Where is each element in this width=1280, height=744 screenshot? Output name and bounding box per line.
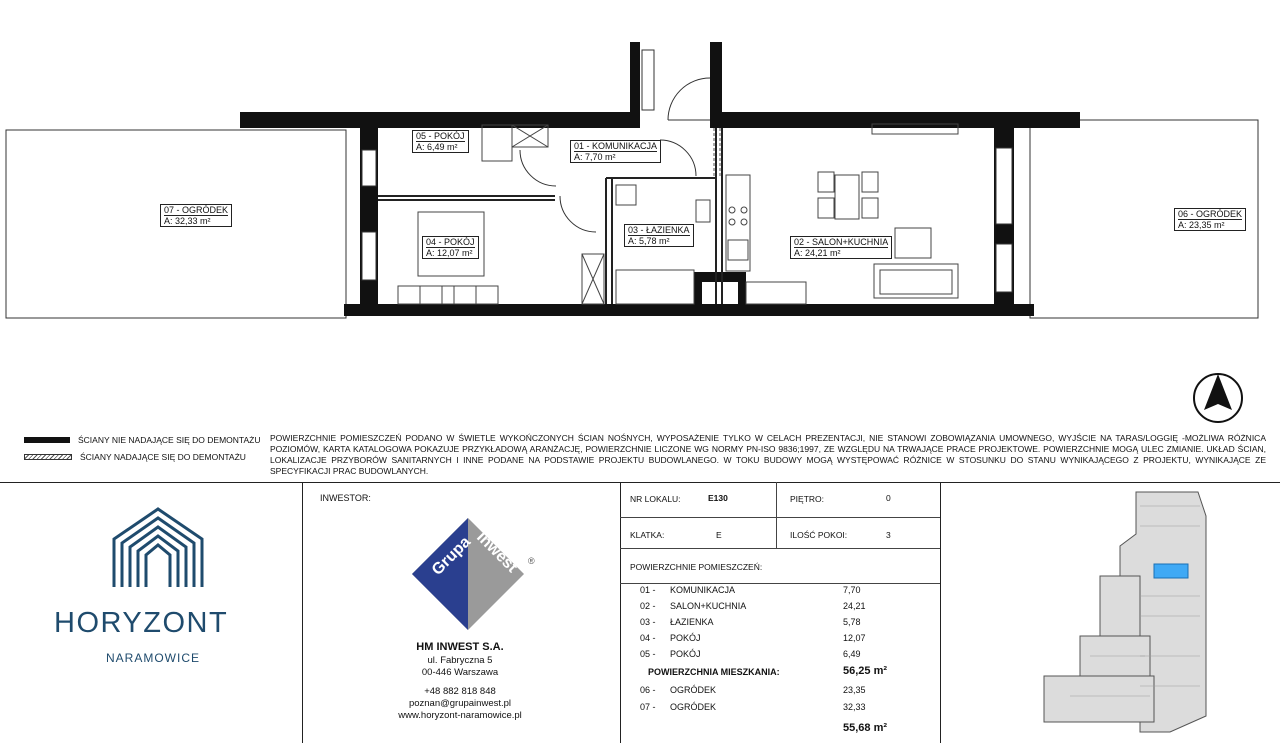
area-row-no: 05 -: [640, 649, 656, 659]
company-city: 00-446 Warszawa: [421, 667, 499, 678]
room-02-name: 02 - SALON+KUCHNIA: [794, 237, 889, 247]
area-row-value: 5,78: [843, 617, 861, 627]
garden-row-no: 06 -: [640, 685, 656, 695]
area-row-name: ŁAZIENKA: [670, 617, 714, 627]
north-arrow-icon: [1194, 374, 1242, 422]
legend-removable-walls: [24, 452, 246, 462]
room-label-07: [160, 204, 232, 227]
rooms-count-value: 3: [886, 530, 891, 540]
room-02-area: A: 24,21 m²: [794, 247, 888, 258]
room-label-04: [422, 236, 479, 259]
table-line-3: [620, 583, 940, 584]
room-label-02: [790, 236, 892, 259]
investor-label: INWESTOR:: [320, 493, 371, 503]
stair-value: E: [716, 530, 722, 540]
area-row-no: 02 -: [640, 601, 656, 611]
table-line-1: [620, 517, 940, 518]
room-label-03: [624, 224, 694, 247]
room-03-area: A: 5,78 m²: [628, 235, 690, 246]
area-row-value: 6,49: [843, 649, 861, 659]
table-vline: [776, 482, 777, 548]
areas-label: POWIERZCHNIE POMIESZCZEŃ:: [630, 562, 763, 572]
area-row-name: POKÓJ: [670, 649, 701, 659]
garden-row-no: 07 -: [640, 702, 656, 712]
garden-row-name: OGRÓDEK: [670, 702, 717, 712]
logo-word-inwest: Inwest: [473, 528, 521, 577]
area-row-no: 03 -: [640, 617, 656, 627]
garden-total-value: 55,68 m²: [843, 722, 888, 734]
room-label-01: [570, 140, 661, 163]
area-row-value: 24,21: [843, 601, 866, 611]
room-06-area: A: 23,35 m²: [1178, 219, 1242, 230]
floor-label: PIĘTRO:: [790, 494, 825, 504]
room-04-name: 04 - POKÓJ: [426, 237, 475, 247]
grupa-inwest-logo-icon: [398, 514, 544, 632]
divider-3: [940, 482, 941, 743]
garden-row-name: OGRÓDEK: [670, 685, 717, 695]
brand-title: HORYZONT: [54, 607, 229, 639]
room-label-06: [1174, 208, 1246, 231]
furniture: [398, 124, 958, 304]
room-06-name: 06 - OGRÓDEK: [1178, 209, 1243, 219]
nr-label: NR LOKALU:: [630, 494, 681, 504]
area-row-no: 04 -: [640, 633, 656, 643]
rooms-count-label: ILOŚĆ POKOI:: [790, 530, 848, 540]
area-row-name: SALON+KUCHNIA: [670, 601, 747, 611]
room-03-name: 03 - ŁAZIENKA: [628, 225, 690, 235]
area-row-value: 7,70: [843, 585, 861, 595]
room-07-area: A: 32,33 m²: [164, 215, 228, 226]
horyzont-logo-icon: [110, 505, 206, 589]
nr-value: E130: [708, 493, 728, 503]
legend-fixed-swatch: [24, 437, 70, 443]
area-row-name: KOMUNIKACJA: [670, 585, 736, 595]
stair-label: KLATKA:: [630, 530, 665, 540]
room-01-area: A: 7,70 m²: [574, 151, 657, 162]
logo-word-grupa: Grupa: [428, 533, 475, 579]
legend-removable-label: ŚCIANY NADAJĄCE SIĘ DO DEMONTAŻU: [80, 452, 246, 462]
garden-row-value: 32,33: [843, 702, 866, 712]
company-name: HM INWEST S.A.: [416, 641, 504, 653]
partition-walls: [378, 128, 722, 304]
company-email[interactable]: poznan@grupainwest.pl: [408, 698, 512, 709]
building-key-plan: [1020, 486, 1240, 738]
floor-value: 0: [886, 493, 891, 503]
table-line-2: [620, 548, 940, 549]
area-row-no: 01 -: [640, 585, 656, 595]
area-row-name: POKÓJ: [670, 633, 701, 643]
logo-registered-mark: ®: [528, 556, 535, 566]
legend-removable-swatch: [24, 454, 72, 460]
room-01-name: 01 - KOMUNIKACJA: [574, 141, 658, 151]
room-05-name: 05 - POKÓJ: [416, 131, 465, 141]
total-area-value: 56,25 m²: [843, 665, 888, 677]
room-04-area: A: 12,07 m²: [426, 248, 473, 258]
total-area-label: POWIERZCHNIA MIESZKANIA:: [648, 667, 780, 677]
legend-fixed-label: ŚCIANY NIE NADAJĄCE SIĘ DO DEMONTAŻU: [78, 435, 261, 445]
room-label-05: [412, 130, 469, 153]
divider-1: [302, 482, 303, 743]
unit-highlight: [1154, 564, 1188, 578]
room-05-area: A: 6,49 m²: [416, 141, 465, 152]
garden-row-value: 23,35: [843, 685, 866, 695]
company-street: ul. Fabryczna 5: [427, 655, 493, 666]
divider-2: [620, 482, 621, 743]
disclaimer-notes: POWIERZCHNIE POMIESZCZEŃ PODANO W ŚWIETLE WYKOŃCZONYCH ŚCIAN NOŚNYCH, WYPOSAŻENIE TYLKO W CELACH PREZENTACJI, NIE STANOWI ZOBOWIĄZANIA UMOWNEGO, WYJŚCIE NA TARAS/LOGGIĘ -MOŻLIWA RÓŻNICA POZIOMÓW, KARTA KATALOGOWA POKAZUJE PRZYKŁADOWĄ ARANŻACJĘ, POWIERZCHNIE LICZONE WG NORMY PN-ISO 9836;1997, ZE WZGLĘDU NA TRWAJĄCE PRACE PROJEKTOWE. POWIERZCHNIE MOGĄ ULEC ZMIANIE. UKŁAD ŚCIAN, LOKALIZACJE PRZYBORÓW SANITARNYCH I INNE PODANE NA PODSTAWIE PROJEKTU BUDOWLANEGO. W TOKU BUDOWY MOGĄ WYSTĘPOWAĆ RÓŻNICE W STOSUNKU DO STANU WYNIKAJĄCEGO Z PROJEKTU, WYNIKAJĄCE ZE SPECYFIKACJI PRAC BUDOWLANYCH.: [270, 433, 1266, 476]
company-website[interactable]: www.horyzont-naramowice.pl: [398, 710, 522, 721]
room-07-name: 07 - OGRÓDEK: [164, 205, 229, 215]
company-phone: +48 882 818 848: [424, 686, 496, 697]
area-row-value: 12,07: [843, 633, 866, 643]
legend-fixed-walls: [24, 435, 260, 445]
brand-subtitle: NARAMOWICE: [106, 651, 200, 665]
